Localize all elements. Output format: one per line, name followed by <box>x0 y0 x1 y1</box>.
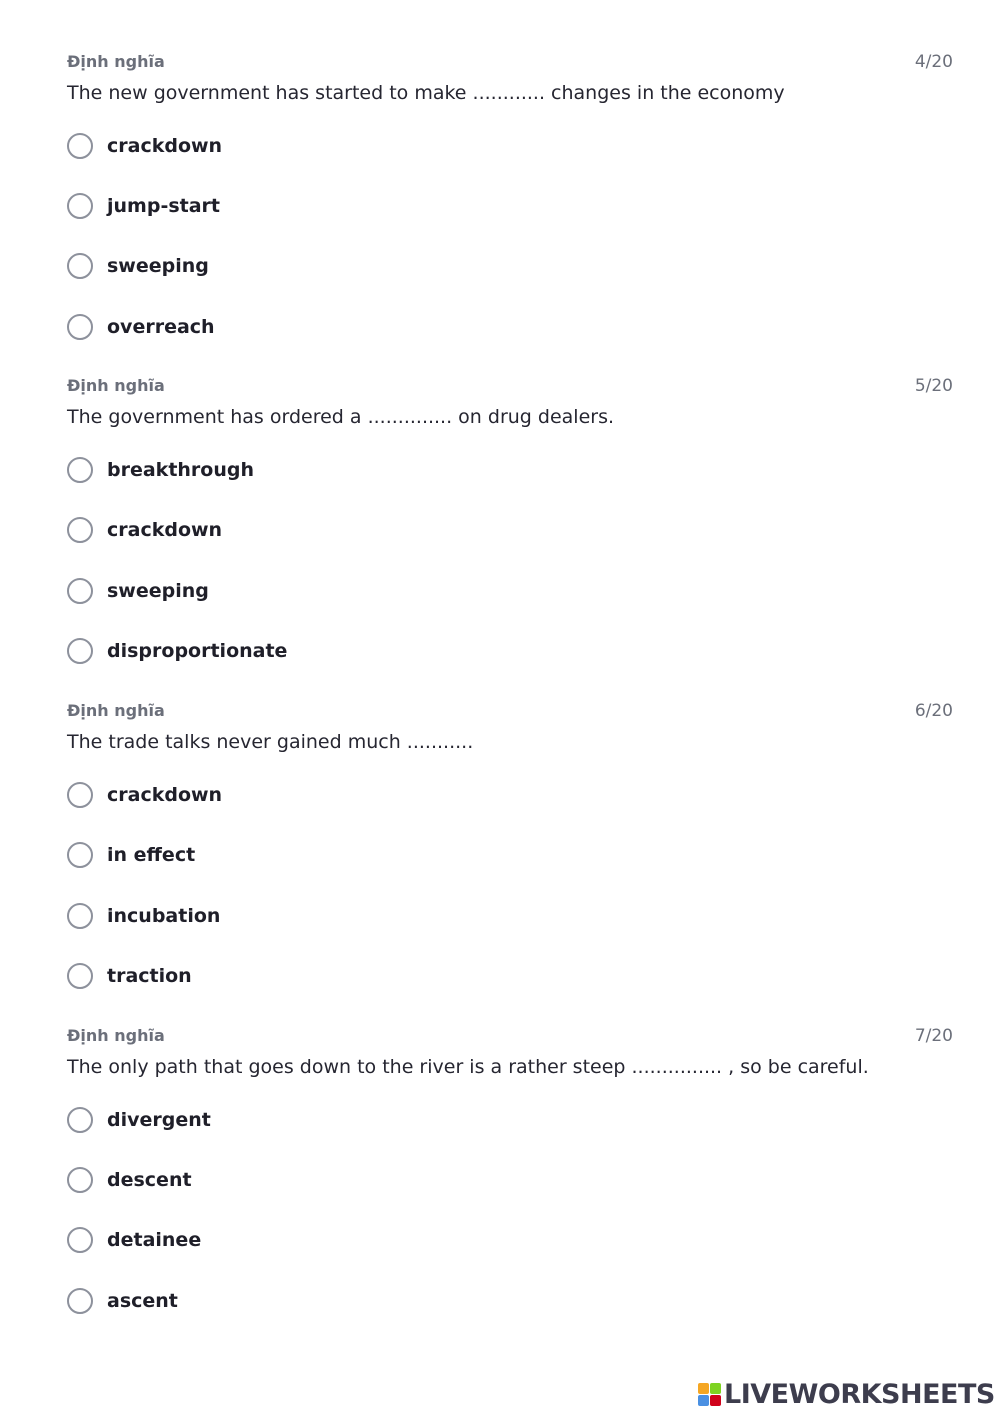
question-text: The new government has started to make ............ changes in the economy <box>67 82 785 104</box>
answer-option-label: divergent <box>107 1109 211 1131</box>
logo-square <box>698 1395 709 1406</box>
answer-option-label: disproportionate <box>107 640 288 662</box>
logo-square <box>710 1383 721 1394</box>
answer-option-label: jump-start <box>107 195 220 217</box>
answer-option[interactable] <box>67 454 254 486</box>
radio-button[interactable] <box>67 253 93 279</box>
answer-option[interactable] <box>67 635 287 667</box>
logo-mark-icon <box>698 1383 721 1406</box>
radio-button[interactable] <box>67 963 93 989</box>
answer-option[interactable] <box>67 1224 201 1256</box>
radio-button[interactable] <box>67 1167 93 1193</box>
answer-option[interactable] <box>67 575 209 607</box>
answer-option[interactable] <box>67 839 195 871</box>
question-counter: 6/20 <box>914 701 953 721</box>
answer-option[interactable] <box>67 900 220 932</box>
question-type-label: Định nghĩa <box>67 376 165 395</box>
answer-option[interactable] <box>67 250 209 282</box>
radio-button[interactable] <box>67 457 93 483</box>
liveworksheets-logo <box>698 1378 995 1410</box>
radio-button[interactable] <box>67 314 93 340</box>
question-type-label: Định nghĩa <box>67 1026 165 1045</box>
answer-option-label: detainee <box>107 1229 202 1251</box>
logo-square <box>710 1395 721 1406</box>
answer-option-label: sweeping <box>107 255 209 277</box>
radio-button[interactable] <box>67 638 93 664</box>
answer-option-label: descent <box>107 1169 192 1191</box>
question-text: The government has ordered a .............. on drug dealers. <box>67 406 615 428</box>
answer-option-label: crackdown <box>107 784 223 806</box>
question-counter: 7/20 <box>914 1026 953 1046</box>
answer-option-label: crackdown <box>107 519 223 541</box>
answer-option[interactable] <box>67 1164 192 1196</box>
radio-button[interactable] <box>67 1107 93 1133</box>
radio-button[interactable] <box>67 1227 93 1253</box>
answer-option-label: sweeping <box>107 580 209 602</box>
answer-option[interactable] <box>67 779 222 811</box>
question-text: The only path that goes down to the river is a rather steep ............... , so be careful. <box>67 1056 869 1078</box>
answer-option[interactable] <box>67 311 215 343</box>
question-type-label: Định nghĩa <box>67 701 165 720</box>
answer-option[interactable] <box>67 190 220 222</box>
radio-button[interactable] <box>67 903 93 929</box>
answer-option[interactable] <box>67 1104 211 1136</box>
answer-option-label: breakthrough <box>107 459 254 481</box>
question-type-label: Định nghĩa <box>67 52 165 71</box>
radio-button[interactable] <box>67 517 93 543</box>
answer-option[interactable] <box>67 1285 178 1317</box>
radio-button[interactable] <box>67 842 93 868</box>
answer-option-label: crackdown <box>107 135 223 157</box>
radio-button[interactable] <box>67 578 93 604</box>
answer-option-label: incubation <box>107 905 221 927</box>
radio-button[interactable] <box>67 1288 93 1314</box>
answer-option-label: in effect <box>107 844 196 866</box>
question-counter: 4/20 <box>914 52 953 72</box>
logo-text: LIVEWORKSHEETS <box>724 1378 995 1410</box>
answer-option[interactable] <box>67 130 222 162</box>
question-text: The trade talks never gained much ........... <box>67 731 474 753</box>
answer-option[interactable] <box>67 514 222 546</box>
radio-button[interactable] <box>67 782 93 808</box>
answer-option[interactable] <box>67 960 192 992</box>
logo-square <box>698 1383 709 1394</box>
radio-button[interactable] <box>67 193 93 219</box>
answer-option-label: overreach <box>107 316 215 338</box>
question-counter: 5/20 <box>914 376 953 396</box>
answer-option-label: ascent <box>107 1290 178 1312</box>
answer-option-label: traction <box>107 965 192 987</box>
radio-button[interactable] <box>67 133 93 159</box>
